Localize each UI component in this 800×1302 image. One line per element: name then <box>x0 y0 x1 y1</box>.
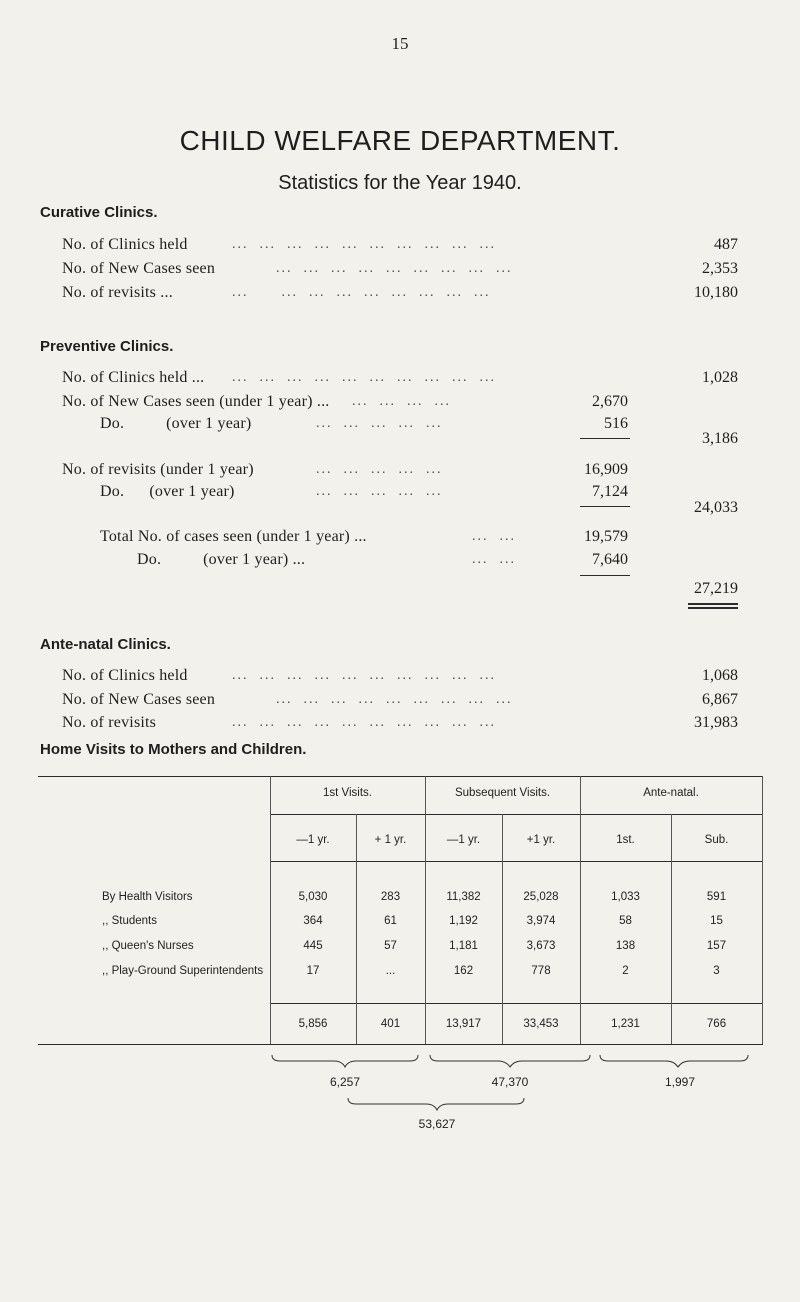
revisits-total-value: 24,033 <box>694 499 738 516</box>
total-cell: 13,917 <box>445 1018 482 1030</box>
curative-row-value: 10,180 <box>694 284 738 301</box>
page-title: CHILD WELFARE DEPARTMENT. <box>179 125 621 156</box>
column-divider <box>425 776 426 1044</box>
table-cell: 445 <box>303 940 323 952</box>
double-rule <box>688 603 738 605</box>
table-row-label: ,, Students <box>102 915 157 927</box>
leader-dots: ... ... ... ... ... <box>316 462 443 477</box>
table-row-label: ,, Queen's Nurses <box>102 940 194 952</box>
group-total: 1,997 <box>664 1075 696 1089</box>
table-cell: 1,033 <box>611 891 640 903</box>
table-cell: 778 <box>531 965 551 977</box>
table-cell: 25,028 <box>523 891 559 903</box>
header-rule <box>270 814 763 815</box>
page-subtitle: Statistics for the Year 1940. <box>278 172 522 194</box>
sub-header: 1st. <box>616 834 635 846</box>
leader-dots: ... ... ... ... ... ... ... ... ... <box>276 692 513 707</box>
table-cell: 591 <box>706 891 727 903</box>
sub-header: —1 yr. <box>446 834 481 846</box>
antenatal-row-label: No. of Clinics held <box>62 667 188 684</box>
leader-dots: ... ... ... ... ... <box>316 484 443 499</box>
group-header: Subsequent Visits. <box>454 787 551 799</box>
group-braces <box>270 1053 750 1069</box>
leader-dots: ... ... <box>472 552 516 567</box>
column-divider <box>580 776 581 1044</box>
table-cell: 15 <box>710 915 723 927</box>
curative-row-label: No. of Clinics held <box>62 236 188 253</box>
leader-dots: ... ... ... ... ... ... ... ... ... ... <box>232 715 496 730</box>
subtotal-rule <box>580 575 630 576</box>
column-divider <box>762 776 763 1044</box>
table-cell: ... <box>385 965 396 977</box>
leader-dots: ... ... ... ... ... ... ... ... ... <box>276 261 513 276</box>
column-divider <box>356 814 357 1044</box>
subtotal-rule <box>580 438 630 439</box>
antenatal-row-value: 31,983 <box>694 714 738 731</box>
table-cell: 3,974 <box>526 915 556 927</box>
new-total-value: 3,186 <box>702 430 738 447</box>
revisits-over-label: Do. (over 1 year) <box>100 483 235 500</box>
leader-dots: ... ... ... ... ... ... ... ... ... ... <box>232 370 496 385</box>
table-cell: 1,181 <box>449 940 478 952</box>
table-cell: 58 <box>619 915 632 927</box>
sub-header: +1 yr. <box>526 834 556 846</box>
sub-header: Sub. <box>704 834 729 846</box>
table-cell: 364 <box>303 915 323 927</box>
group-header: 1st Visits. <box>323 787 372 799</box>
page-number: 15 <box>391 34 409 53</box>
column-divider <box>671 814 672 1044</box>
table-cell: 157 <box>706 940 727 952</box>
total-under-value: 19,579 <box>584 528 628 545</box>
leader-dots: ... ... ... ... ... ... ... ... ... <box>232 285 491 300</box>
leader-dots: ... ... ... ... ... ... ... ... ... ... <box>232 237 496 252</box>
table-cell: 11,382 <box>446 891 481 903</box>
table-cell: 17 <box>306 965 320 977</box>
total-cell: 401 <box>380 1018 401 1030</box>
preventive-clinics-value: 1,028 <box>702 369 738 386</box>
table-cell: 283 <box>380 891 401 903</box>
new-under-label: No. of New Cases seen (under 1 year) ... <box>62 393 330 410</box>
total-over-label: Do. (over 1 year) ... <box>137 551 306 568</box>
table-bottom-rule <box>38 1044 763 1045</box>
grand-total: 53,627 <box>418 1117 456 1131</box>
subheader-rule <box>270 861 763 862</box>
antenatal-row-label: No. of revisits <box>62 714 157 731</box>
total-cell: 33,453 <box>523 1018 559 1030</box>
total-cell: 1,231 <box>611 1018 640 1030</box>
new-over-value: 516 <box>604 415 628 432</box>
table-cell: 138 <box>615 940 636 952</box>
revisits-under-label: No. of revisits (under 1 year) <box>62 461 254 478</box>
group-total: 47,370 <box>491 1075 529 1089</box>
table-cell: 1,192 <box>449 915 478 927</box>
column-divider <box>270 776 271 1044</box>
table-row-label: By Health Visitors <box>102 891 193 903</box>
revisits-under-value: 16,909 <box>584 461 628 478</box>
antenatal-heading: Ante-natal Clinics. <box>40 636 171 653</box>
table-cell: 61 <box>384 915 397 927</box>
revisits-over-value: 7,124 <box>592 483 628 500</box>
total-cell: 766 <box>706 1018 727 1030</box>
antenatal-row-value: 1,068 <box>702 667 738 684</box>
preventive-clinics-label: No. of Clinics held ... <box>62 369 205 386</box>
group-total: 6,257 <box>329 1075 361 1089</box>
total-cell: 5,856 <box>298 1018 328 1030</box>
sub-header: —1 yr. <box>296 834 330 846</box>
table-cell: 5,030 <box>298 891 328 903</box>
curative-row-label: No. of New Cases seen <box>62 260 216 277</box>
table-top-rule <box>38 776 763 777</box>
subtotal-rule <box>580 506 630 507</box>
table-cell: 57 <box>384 940 397 952</box>
preventive-heading: Preventive Clinics. <box>40 338 174 355</box>
leader-dots: ... ... <box>472 529 516 544</box>
leader-dots: ... ... ... ... ... ... ... ... ... ... <box>232 668 496 683</box>
antenatal-row-value: 6,867 <box>702 691 738 708</box>
table-cell: 2 <box>622 965 629 977</box>
home-visits-heading: Home Visits to Mothers and Children. <box>40 741 307 758</box>
leader-dots: ... ... ... ... <box>352 394 451 409</box>
sub-header: + 1 yr. <box>374 834 407 846</box>
total-over-value: 7,640 <box>592 551 628 568</box>
new-over-label: Do. (over 1 year) <box>100 415 252 432</box>
totals-rule <box>270 1003 763 1004</box>
curative-heading: Curative Clinics. <box>40 204 158 221</box>
home-visits-table <box>38 733 763 1045</box>
curative-row-label: No. of revisits ... <box>62 284 173 301</box>
table-cell: 3 <box>713 965 720 977</box>
group-header: Ante-natal. <box>643 787 699 799</box>
curative-row-value: 2,353 <box>702 260 738 277</box>
grand-total-brace <box>346 1096 526 1112</box>
total-under-label: Total No. of cases seen (under 1 year) ... <box>100 528 367 545</box>
curative-row-value: 487 <box>714 236 738 253</box>
new-under-value: 2,670 <box>592 393 628 410</box>
double-rule <box>688 607 738 609</box>
table-cell: 162 <box>453 965 474 977</box>
table-row-label: ,, Play-Ground Superintendents <box>102 965 264 977</box>
leader-dots: ... ... ... ... ... <box>316 416 443 431</box>
antenatal-row-label: No. of New Cases seen <box>62 691 216 708</box>
column-divider <box>502 814 503 1044</box>
table-cell: 3,673 <box>526 940 556 952</box>
grand-total-value: 27,219 <box>694 580 738 597</box>
